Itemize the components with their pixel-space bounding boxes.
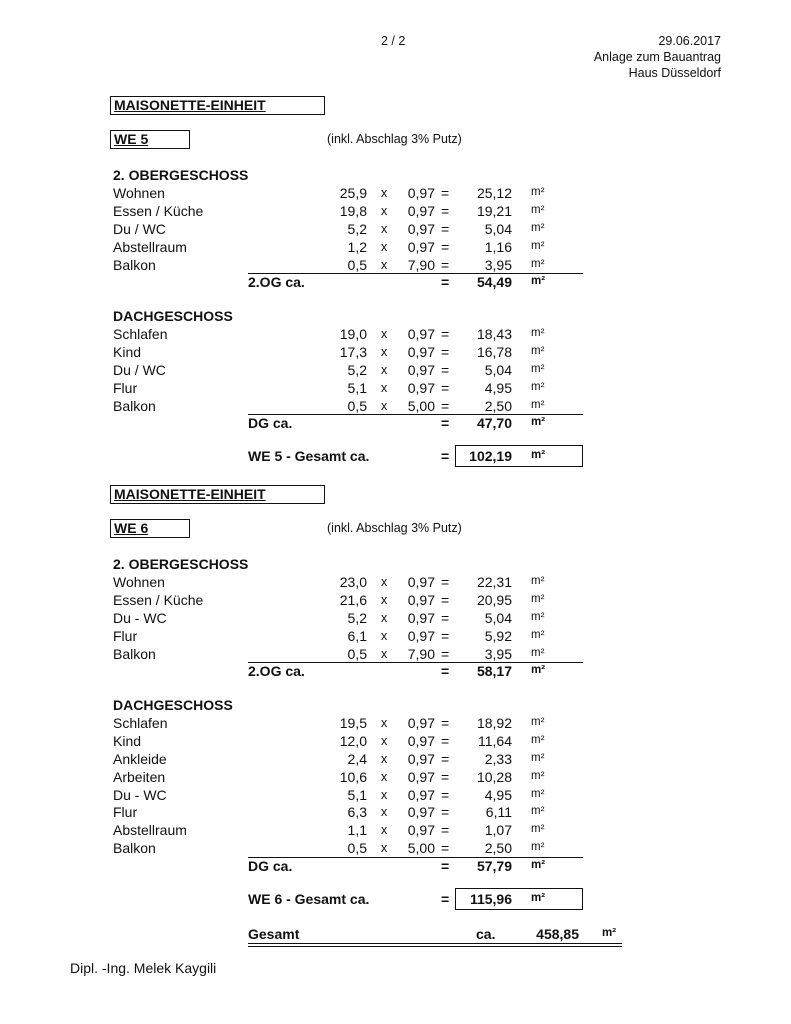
room-result: 11,64: [478, 733, 512, 750]
room-area: 5,2: [347, 609, 367, 626]
unit-label: m²: [531, 628, 545, 641]
reduction-factor: 0,97: [407, 715, 435, 732]
equals-sign: =: [441, 574, 450, 591]
unit-label: m²: [531, 257, 545, 270]
unit-label: m²: [531, 646, 545, 659]
equals-sign: =: [441, 592, 450, 609]
room-area: 1,2: [347, 238, 367, 255]
multiply-sign: x: [381, 345, 388, 360]
multiply-sign: x: [381, 628, 388, 643]
multiply-sign: x: [381, 769, 388, 784]
room-result: 4,95: [484, 786, 512, 803]
equals-sign: =: [441, 786, 450, 803]
multiply-sign: x: [381, 221, 388, 236]
reduction-factor: 0,97: [407, 751, 435, 767]
room-result: 19,21: [476, 203, 512, 220]
plaster-note: (inkl. Abschlag 3% Putz): [327, 132, 462, 146]
room-area: 0,5: [347, 397, 367, 414]
room-area: 19,5: [339, 715, 367, 732]
unit-label: m²: [531, 380, 545, 393]
room-area: 1,1: [347, 822, 367, 839]
room-area: 12,0: [339, 733, 367, 750]
multiply-sign: x: [381, 327, 388, 342]
grand-total-label: Gesamt: [248, 926, 300, 942]
floor-heading: DACHGESCHOSS: [113, 308, 233, 325]
equals-sign: =: [441, 397, 450, 414]
room-result: 5,04: [484, 609, 512, 626]
multiply-sign: x: [381, 204, 388, 219]
multiply-sign: x: [381, 257, 388, 272]
room-name: Essen / Küche: [113, 592, 204, 609]
equals-sign: =: [441, 751, 450, 767]
multiply-sign: x: [381, 805, 388, 820]
room-result: 3,95: [484, 645, 512, 662]
room-area: 17,3: [339, 344, 367, 361]
reduction-factor: 0,97: [407, 822, 435, 839]
equals-sign: =: [441, 326, 450, 343]
unit-type-label: MAISONETTE-EINHEIT: [114, 486, 266, 502]
unit-label: m²: [531, 221, 545, 234]
equals-sign: =: [441, 840, 450, 856]
reduction-factor: 0,97: [407, 344, 435, 361]
unit-title: WE 6: [114, 520, 149, 536]
unit-title: WE 5: [114, 131, 149, 147]
unit-label: m²: [531, 575, 545, 588]
room-name: Du - WC: [113, 786, 167, 803]
reduction-factor: 0,97: [407, 592, 435, 609]
multiply-sign: x: [381, 823, 388, 838]
reduction-factor: 0,97: [407, 326, 435, 343]
unit-label: m²: [531, 610, 545, 623]
reduction-factor: 7,90: [407, 256, 435, 273]
room-result: 16,78: [476, 344, 512, 361]
grand-total-rule-2: [248, 946, 622, 947]
room-name: Schlafen: [113, 326, 168, 343]
subtotal-label: DG ca.: [248, 415, 293, 432]
room-area: 19,8: [339, 203, 367, 220]
subtotal-unit: m²: [531, 858, 546, 871]
multiply-sign: x: [381, 575, 388, 590]
room-result: 3,95: [484, 256, 512, 273]
multiply-sign: x: [381, 716, 388, 731]
room-name: Arbeiten: [113, 768, 166, 785]
subtotal-value: 47,70: [476, 415, 512, 432]
unit-total-equals: =: [441, 890, 450, 907]
room-area: 0,5: [347, 645, 367, 662]
reduction-factor: 0,97: [407, 362, 435, 378]
subtotal-rule: [248, 857, 583, 858]
equals-sign: =: [441, 238, 450, 255]
reduction-factor: 0,97: [407, 238, 435, 255]
unit-label: m²: [531, 752, 545, 764]
room-result: 20,95: [476, 592, 512, 609]
room-area: 19,0: [339, 326, 367, 343]
unit-label: m²: [531, 593, 545, 606]
room-area: 23,0: [339, 574, 367, 591]
room-name: Flur: [113, 804, 138, 821]
reduction-factor: 0,97: [407, 574, 435, 591]
room-area: 25,9: [339, 185, 367, 202]
equals-sign: =: [441, 768, 450, 785]
reduction-factor: 0,97: [407, 627, 435, 644]
unit-label: m²: [531, 363, 545, 375]
room-name: Wohnen: [113, 185, 165, 202]
subtotal-value: 54,49: [476, 274, 512, 291]
unit-total-label: WE 5 - Gesamt ca.: [248, 448, 370, 465]
room-area: 5,1: [347, 786, 367, 803]
equals-sign: =: [441, 733, 450, 750]
reduction-factor: 5,00: [407, 397, 435, 414]
room-name: Abstellraum: [113, 822, 187, 839]
unit-total-unit: m²: [531, 891, 546, 904]
multiply-sign: x: [381, 787, 388, 802]
unit-total-label: WE 6 - Gesamt ca.: [248, 890, 370, 907]
grand-total-ca: ca.: [476, 926, 496, 942]
multiply-sign: x: [381, 734, 388, 749]
floor-heading: DACHGESCHOSS: [113, 697, 233, 714]
unit-total-value: 102,19: [469, 448, 512, 465]
grand-total-value: 458,85: [536, 926, 579, 942]
reduction-factor: 7,90: [407, 645, 435, 662]
unit-label: m²: [531, 805, 545, 818]
reduction-factor: 0,97: [407, 804, 435, 821]
subtotal-rule: [248, 414, 583, 415]
room-result: 1,16: [484, 238, 512, 255]
floor-heading: 2. OBERGESCHOSS: [113, 167, 249, 183]
room-name: Ankleide: [113, 751, 167, 767]
unit-label: m²: [531, 716, 545, 729]
subtotal-value: 58,17: [476, 663, 512, 680]
multiply-sign: x: [381, 239, 388, 254]
equals-sign: =: [441, 645, 450, 662]
room-area: 0,5: [347, 840, 367, 856]
room-result: 18,43: [476, 326, 512, 343]
subtotal-equals: =: [441, 663, 450, 680]
room-result: 1,07: [484, 822, 512, 839]
room-result: 10,28: [476, 768, 512, 785]
unit-total-value: 115,96: [469, 890, 512, 907]
multiply-sign: x: [381, 398, 388, 413]
room-name: Abstellraum: [113, 238, 187, 255]
room-result: 5,04: [484, 220, 512, 237]
subtotal-value: 57,79: [476, 857, 512, 874]
room-area: 10,6: [339, 768, 367, 785]
unit-label: m²: [531, 787, 545, 800]
header-line-2: Haus Düsseldorf: [628, 66, 721, 80]
reduction-factor: 0,97: [407, 379, 435, 396]
reduction-factor: 0,97: [407, 786, 435, 803]
subtotal-unit: m²: [531, 664, 546, 677]
unit-label: m²: [531, 398, 545, 411]
reduction-factor: 5,00: [407, 840, 435, 856]
equals-sign: =: [441, 804, 450, 821]
grand-total-rule-1: [248, 943, 622, 944]
room-result: 6,11: [485, 804, 512, 821]
room-result: 22,31: [476, 574, 512, 591]
room-name: Balkon: [113, 840, 156, 856]
room-name: Flur: [113, 379, 138, 396]
room-name: Essen / Küche: [113, 203, 204, 220]
unit-label: m²: [531, 769, 545, 782]
equals-sign: =: [441, 256, 450, 273]
room-result: 5,92: [484, 627, 512, 644]
unit-label: m²: [531, 823, 545, 836]
room-result: 2,33: [484, 751, 512, 767]
unit-label: m²: [531, 734, 545, 747]
equals-sign: =: [441, 379, 450, 396]
room-name: Kind: [113, 344, 142, 361]
room-name: Schlafen: [113, 715, 168, 732]
plaster-note: (inkl. Abschlag 3% Putz): [327, 521, 462, 535]
room-name: Du - WC: [113, 609, 167, 626]
room-area: 2,4: [347, 751, 367, 767]
room-name: Balkon: [113, 397, 156, 414]
equals-sign: =: [441, 822, 450, 839]
room-area: 0,5: [347, 256, 367, 273]
room-name: Balkon: [113, 645, 156, 662]
page-number: 2 / 2: [381, 34, 406, 48]
subtotal-unit: m²: [531, 416, 546, 429]
room-result: 2,50: [484, 840, 512, 856]
subtotal-label: 2.OG ca.: [248, 663, 305, 680]
unit-label: m²: [531, 186, 545, 199]
equals-sign: =: [441, 185, 450, 202]
multiply-sign: x: [381, 841, 388, 855]
subtotal-label: 2.OG ca.: [248, 274, 305, 291]
floor-heading: 2. OBERGESCHOSS: [113, 556, 249, 572]
unit-label: m²: [531, 239, 545, 252]
room-result: 25,12: [476, 185, 512, 202]
room-name: Kind: [113, 733, 142, 750]
room-name: Wohnen: [113, 574, 165, 591]
grand-total-unit: m²: [602, 927, 617, 939]
equals-sign: =: [441, 220, 450, 237]
reduction-factor: 0,97: [407, 733, 435, 750]
room-result: 4,95: [484, 379, 512, 396]
unit-type-label: MAISONETTE-EINHEIT: [114, 97, 266, 113]
room-area: 5,2: [347, 362, 367, 378]
equals-sign: =: [441, 715, 450, 732]
room-name: Balkon: [113, 256, 156, 273]
unit-label: m²: [531, 345, 545, 358]
reduction-factor: 0,97: [407, 609, 435, 626]
room-name: Flur: [113, 627, 138, 644]
equals-sign: =: [441, 344, 450, 361]
multiply-sign: x: [381, 752, 388, 766]
multiply-sign: x: [381, 646, 388, 661]
room-result: 5,04: [484, 362, 512, 378]
unit-total-unit: m²: [531, 449, 546, 462]
reduction-factor: 0,97: [407, 220, 435, 237]
subtotal-equals: =: [441, 274, 450, 291]
reduction-factor: 0,97: [407, 203, 435, 220]
reduction-factor: 0,97: [407, 185, 435, 202]
multiply-sign: x: [381, 593, 388, 608]
subtotal-label: DG ca.: [248, 857, 293, 874]
subtotal-equals: =: [441, 857, 450, 874]
room-area: 6,1: [347, 627, 367, 644]
equals-sign: =: [441, 203, 450, 220]
room-area: 5,2: [347, 220, 367, 237]
reduction-factor: 0,97: [407, 768, 435, 785]
room-name: Du / WC: [113, 220, 166, 237]
equals-sign: =: [441, 362, 450, 378]
subtotal-equals: =: [441, 415, 450, 432]
room-result: 2,50: [484, 397, 512, 414]
room-result: 18,92: [476, 715, 512, 732]
multiply-sign: x: [381, 363, 388, 377]
multiply-sign: x: [381, 610, 388, 625]
room-area: 21,6: [339, 592, 367, 609]
equals-sign: =: [441, 609, 450, 626]
header-line-1: Anlage zum Bauantrag: [593, 50, 721, 64]
equals-sign: =: [441, 627, 450, 644]
header-date: 29.06.2017: [658, 34, 721, 48]
room-area: 6,3: [347, 804, 367, 821]
multiply-sign: x: [381, 186, 388, 201]
room-area: 5,1: [347, 379, 367, 396]
unit-label: m²: [531, 841, 545, 853]
unit-label: m²: [531, 327, 545, 340]
subtotal-unit: m²: [531, 275, 546, 288]
unit-label: m²: [531, 204, 545, 217]
multiply-sign: x: [381, 380, 388, 395]
footer-author: Dipl. -Ing. Melek Kaygili: [70, 960, 217, 976]
unit-total-equals: =: [441, 448, 450, 465]
room-name: Du / WC: [113, 362, 166, 378]
